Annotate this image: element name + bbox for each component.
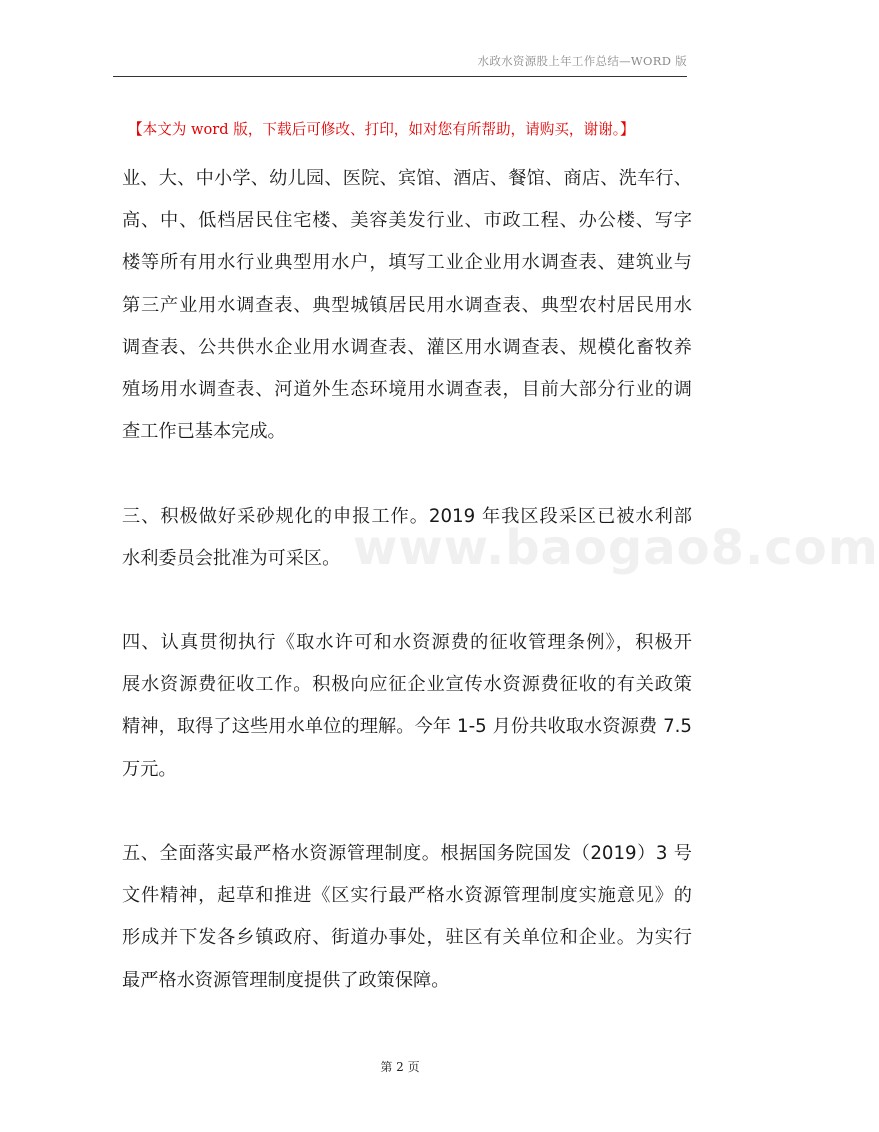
download-notice: 【本文为 word 版，下载后可修改、打印，如对您有所帮助，请购买，谢谢。】 [128, 121, 635, 138]
text-line: 高、中、低档居民住宅楼、美容美发行业、市政工程、办公楼、写字 [122, 210, 692, 232]
page-header [113, 50, 687, 77]
text-line: 展水资源费征收工作。积极向应征企业宣传水资源费征收的有关政策 [122, 674, 692, 696]
text-line: 精神，取得了这些用水单位的理解。今年 1-5 月份共收取水资源费 7.5 [122, 716, 692, 738]
text-line: 三、积极做好采砂规化的申报工作。2019 年我区段采区已被水利部 [122, 506, 692, 527]
page-number: 第 2 页 [380, 1060, 420, 1074]
text-line: 调查表、公共供水企业用水调查表、灌区用水调查表、规模化畜牧养 [122, 336, 692, 358]
text-line: 第三产业用水调查表、典型城镇居民用水调查表、典型农村居民用水 [122, 294, 692, 316]
paragraph-3 [122, 622, 692, 791]
header-title: 水政水资源股上年工作总结—WORD 版 [477, 54, 687, 68]
text-line: 查工作已基本完成。 [122, 421, 286, 443]
text-line: 业、大、中小学、幼儿园、医院、宾馆、酒店、餐馆、商店、洗车行、 [122, 168, 692, 189]
text-line: 形成并下发各乡镇政府、街道办事处，驻区有关单位和企业。为实行 [122, 927, 692, 949]
text-line: 五、全面落实最严格水资源管理制度。根据国务院国发（2019）3 号 [122, 843, 692, 864]
watermark: www.baogao8.com [353, 520, 879, 576]
paragraph-2 [122, 496, 692, 580]
paragraph-4 [122, 833, 692, 1002]
text-line: 文件精神，起草和推进《区实行最严格水资源管理制度实施意见》的 [122, 885, 692, 907]
text-line: 殖场用水调查表、河道外生态环境用水调查表，目前大部分行业的调 [122, 379, 692, 401]
text-line: 万元。 [122, 758, 177, 780]
text-line: 水利委员会批准为可采区。 [122, 548, 341, 570]
text-line: 四、认真贯彻执行《取水许可和水资源费的征收管理条例》，积极开 [122, 632, 692, 653]
text-line: 最严格水资源管理制度提供了政策保障。 [122, 969, 450, 991]
paragraph-1 [122, 158, 692, 453]
text-line: 楼等所有用水行业典型用水户，填写工业企业用水调查表、建筑业与 [122, 252, 692, 274]
